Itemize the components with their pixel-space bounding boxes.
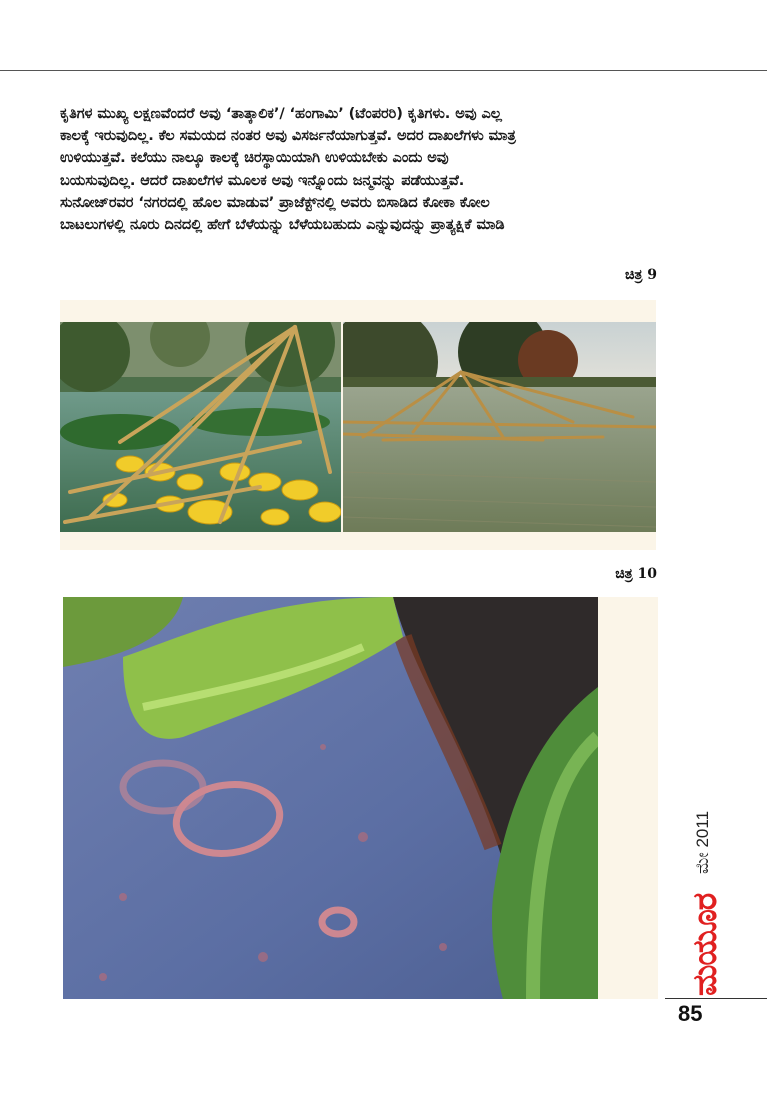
- body-line: ಬಾಟಲುಗಳಲ್ಲಿ ನೂರು ದಿನದಲ್ಲಿ ಹೇಗೆ ಬೆಳೆಯನ್ನು ಬೆಳೆಯಬಹುದು ಎನ್ನುವುದನ್ನು ಪ್ರಾತ್ಯಕ್ಷಿಕೆ ಮಾಡಿ: [60, 216, 505, 234]
- body-line: ಬಯಸುವುದಿಲ್ಲ. ಆದರೆ ದಾಖಲೆಗಳ ಮೂಲಕ ಅವು ಇನ್ನೊಂದು ಜನ್ಮವನ್ನು ಪಡೆಯುತ್ತವೆ.: [60, 171, 465, 189]
- magazine-name: ಮಯೂರ: [686, 893, 723, 996]
- top-rule: [0, 70, 767, 71]
- page-number: 85: [678, 1001, 703, 1026]
- figure-10-panel: [598, 597, 658, 999]
- body-line: ಕಾಲಕ್ಕೆ ಇರುವುದಿಲ್ಲ. ಕೆಲ ಸಮಯದ ನಂತರ ಅವು ವಿಸರ್ಜನೆಯಾಗುತ್ತವೆ. ಅದರ ದಾಖಲೆಗಳು ಮಾತ್ರ: [60, 127, 516, 145]
- body-line: ಸುನೋಜ್‌ರವರ ‘ನಗರದಲ್ಲಿ ಹೊಲ ಮಾಡುವ’ ಪ್ರಾಜೆಕ್ಟ್‌ನಲ್ಲಿ ಅವರು ಬಿಸಾಡಿದ ಕೋಕಾ ಕೋಲ: [60, 193, 490, 211]
- figure-9: [60, 300, 656, 550]
- stream-stones-photo: [63, 597, 598, 999]
- body-line: ಉಳಿಯುತ್ತವೆ. ಕಲೆಯು ನಾಲ್ಕೂ ಕಾಲಕ್ಕೆ ಚಿರಸ್ಥಾಯಿಯಾಗಿ ಉಳಿಯಬೇಕು ಎಂದು ಅವು: [60, 149, 449, 167]
- figure-9-caption: ಚಿತ್ರ 9: [624, 267, 657, 283]
- figure-10-caption: ಚಿತ್ರ 10: [615, 566, 657, 582]
- lake-bamboo-photo: [343, 322, 656, 532]
- body-line: ಕೃತಿಗಳ ಮುಖ್ಯ ಲಕ್ಷಣವೆಂದರೆ ಅವು ‘ತಾತ್ಕಾಲಿಕ’/ ‘ಹಂಗಾಮಿ’ (ಟೆಂಪರರಿ) ಕೃತಿಗಳು. ಅವು ಎಲ್ಲ: [60, 105, 502, 122]
- figure-10: [63, 597, 598, 999]
- issue-date: ಮೇ 2011: [693, 810, 712, 874]
- bamboo-structure-photo: [60, 322, 341, 532]
- body-paragraph: [60, 103, 666, 236]
- bottom-rule: [665, 998, 767, 999]
